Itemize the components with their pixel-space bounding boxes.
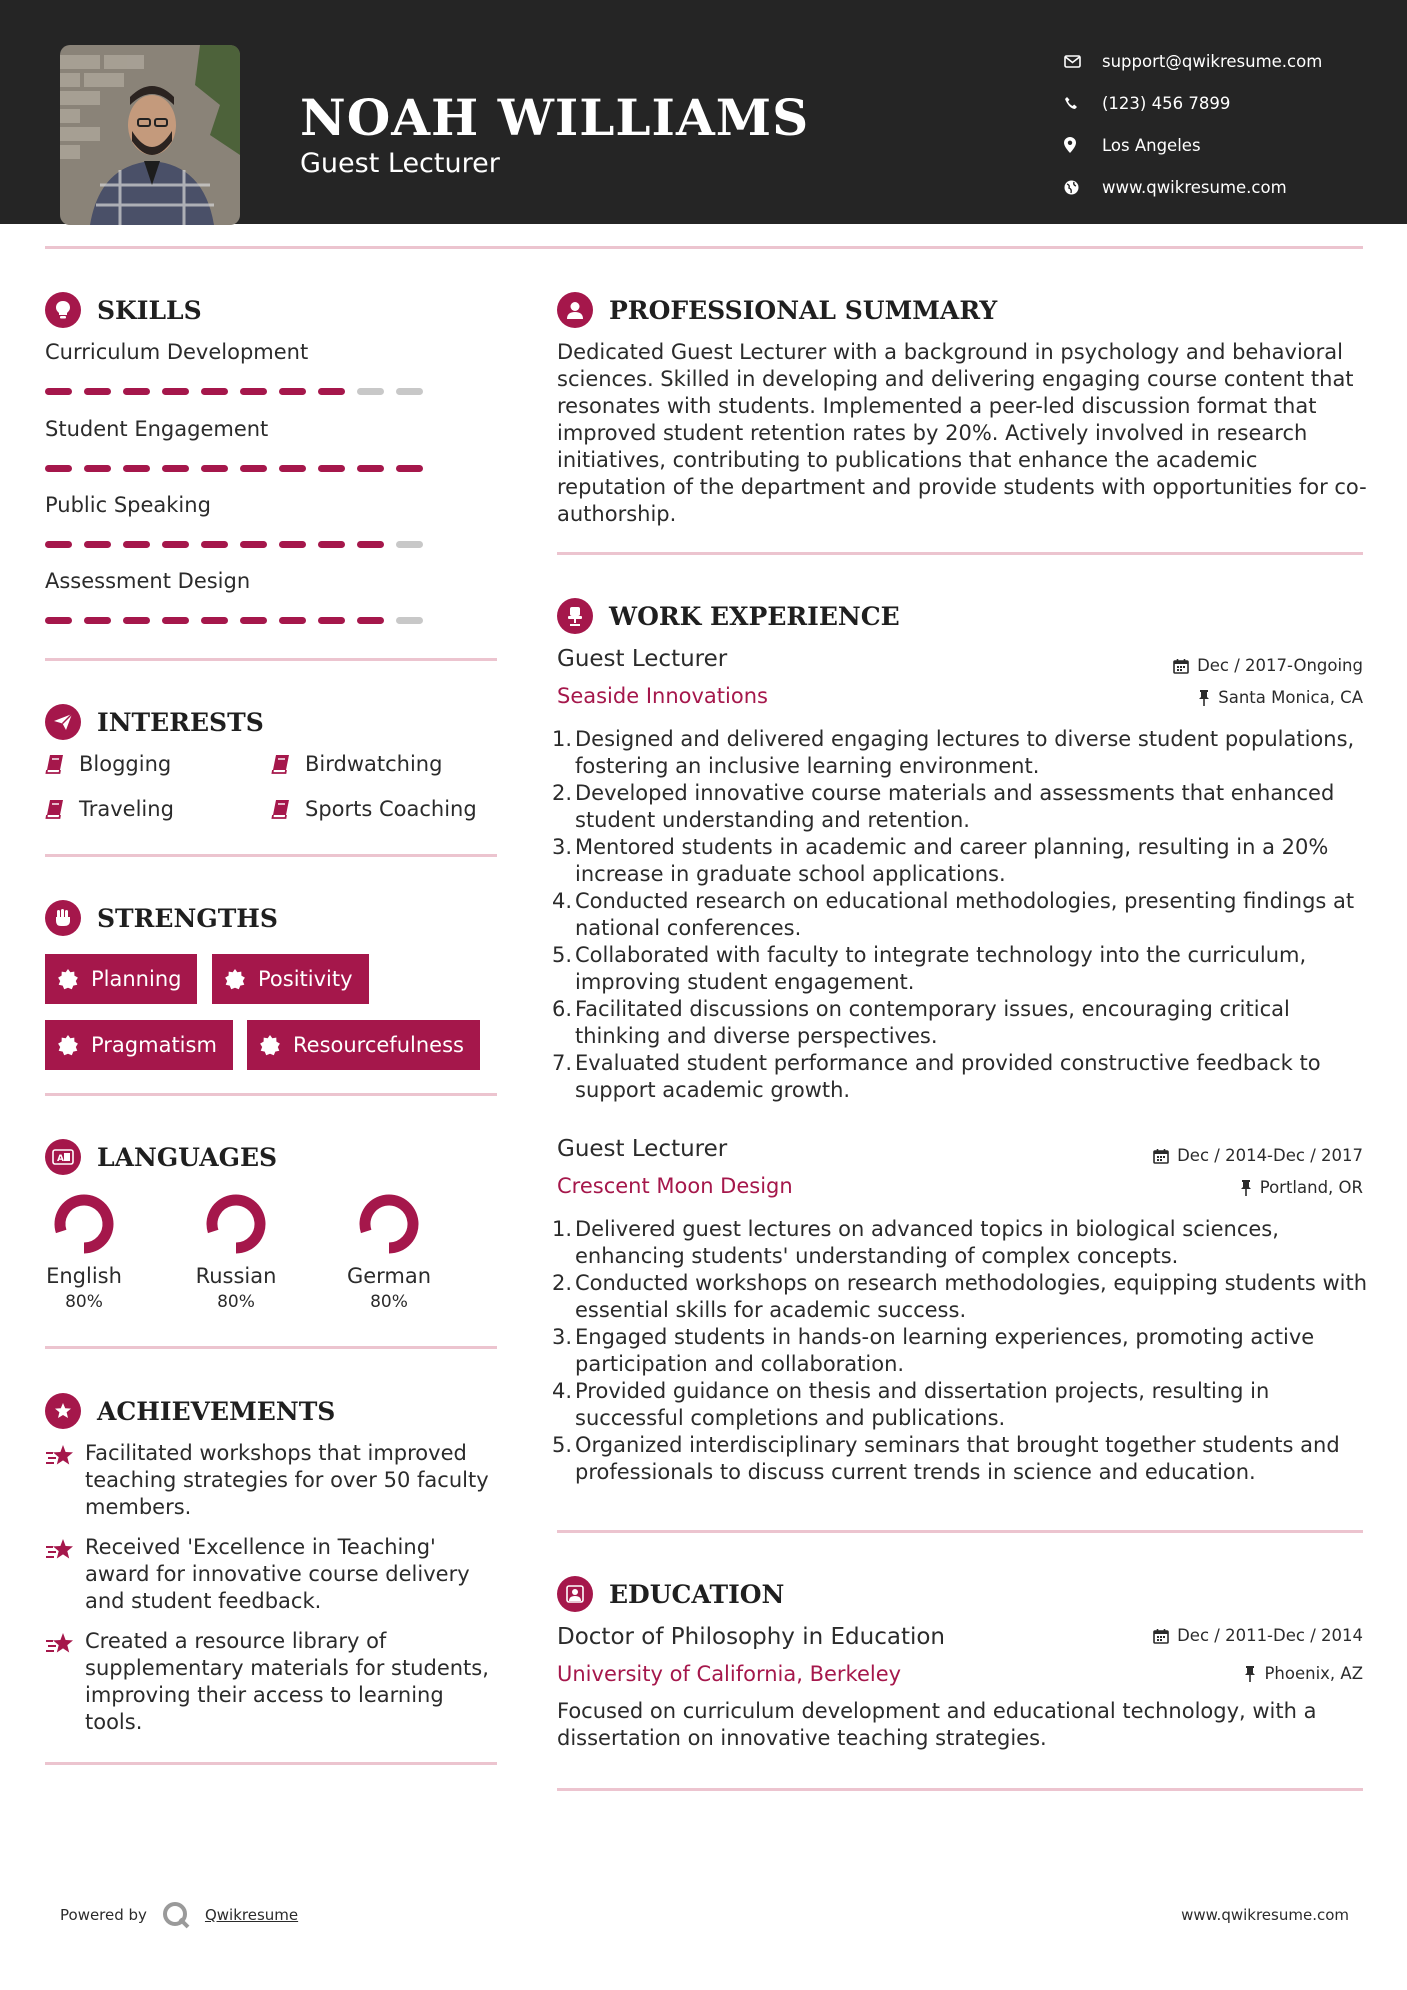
envelope-icon [1064, 55, 1102, 68]
summary-text: Dedicated Guest Lecturer with a background in psychology and behavioral sciences. Skilled in developing and delivering engaging course content that resonates with students. Implemented a peer-led discussion format that improved student retention rates by 20%. Actively involved in research initiatives, contributing to publications that enhance the academic reputation of the department and provide students with opportunities for co-authorship. [557, 340, 1367, 526]
job-location [1240, 1178, 1363, 1197]
strength-chip [45, 1020, 233, 1070]
strength-chip [212, 954, 369, 1004]
job-bullet: 7. Evaluated student performance and provided constructive feedback to support academic growth. [552, 1051, 1321, 1102]
skill-level-segment [357, 617, 384, 624]
job-bullet: 5. Organized interdisciplinary seminars that brought together students and professionals to discuss current trends in science and education. [552, 1433, 1340, 1484]
globe-icon [1064, 180, 1102, 195]
skill-level-segment [123, 388, 150, 395]
skill-level-bar [45, 388, 435, 395]
achievement-item [45, 1534, 495, 1615]
skill-item [45, 340, 465, 370]
interest-item [45, 797, 174, 821]
skill-name: Curriculum Development [45, 340, 309, 364]
section-divider [45, 1346, 497, 1349]
user-icon [557, 292, 593, 328]
skill-level-segment [240, 541, 267, 548]
skill-level-segment [45, 541, 72, 548]
language-progress-ring [204, 1192, 268, 1256]
skill-name: Assessment Design [45, 569, 251, 593]
footer-website[interactable]: www.qwikresume.com [1181, 1906, 1349, 1924]
fist-icon [45, 900, 81, 936]
job-bullets [552, 1216, 1369, 1486]
languages-heading [45, 1139, 277, 1175]
skill-level-bar [45, 617, 435, 624]
job-dates [1173, 656, 1363, 675]
resume-header [0, 0, 1407, 224]
languages-heading-text: LANGUAGES [97, 1142, 278, 1172]
interest-label: Sports Coaching [305, 797, 477, 821]
education-location [1244, 1664, 1363, 1683]
contact-website[interactable] [1064, 166, 1322, 208]
qwikresume-link[interactable]: Qwikresume [204, 1906, 299, 1924]
book-icon [45, 799, 65, 819]
footer-brand [60, 1900, 298, 1930]
language-name: German [346, 1264, 432, 1288]
skill-level-segment [357, 388, 384, 395]
achievement-text: Facilitated workshops that improved teaching strategies for over 50 faculty members. [85, 1441, 489, 1519]
section-divider [45, 1093, 497, 1096]
profile-photo [60, 45, 240, 225]
skill-name: Student Engagement [45, 417, 269, 441]
skill-level-segment [279, 617, 306, 624]
candidate-title: Guest Lecturer [300, 148, 500, 179]
strength-label: Planning [91, 967, 182, 991]
book-icon [271, 799, 291, 819]
pushpin-icon [1198, 690, 1210, 706]
job-bullet: 6. Facilitated discussions on contemporary issues, encouraging critical thinking and diverse perspectives. [552, 997, 1290, 1048]
achievement-item [45, 1628, 495, 1736]
skill-level-segment [162, 617, 189, 624]
skill-level-segment [84, 388, 111, 395]
contact-location [1064, 124, 1322, 166]
powered-by-text: Powered by [60, 1906, 147, 1924]
strength-label: Positivity [258, 967, 353, 991]
calendar-icon [1153, 1148, 1169, 1164]
skills-heading [45, 292, 202, 328]
job-bullet: 4. Conducted research on educational methodologies, presenting findings at national conferences. [552, 889, 1355, 940]
skill-level-bar [45, 541, 435, 548]
education-dates [1153, 1626, 1363, 1645]
section-divider [45, 658, 497, 661]
star-icon [45, 1538, 75, 1562]
contact-location-text: Los Angeles [1102, 135, 1201, 155]
pushpin-icon [1240, 1180, 1252, 1196]
job-location [1198, 688, 1363, 707]
job-title: Guest Lecturer [557, 646, 728, 672]
contact-email-text: support@qwikresume.com [1102, 51, 1323, 71]
achievement-text: Received 'Excellence in Teaching' award for innovative course delivery and student feedback. [85, 1535, 470, 1613]
skill-level-segment [396, 541, 423, 548]
calendar-icon [1173, 658, 1189, 674]
job-dates [1153, 1146, 1363, 1165]
graduation-icon [557, 1576, 593, 1612]
interest-item [271, 752, 442, 776]
achievements-heading [45, 1393, 335, 1429]
language-percent: 80% [65, 1292, 103, 1312]
job-title: Guest Lecturer [557, 1136, 728, 1162]
section-divider [45, 1762, 497, 1765]
education-location-text: Phoenix, AZ [1264, 1664, 1363, 1683]
job-bullet: 5. Collaborated with faculty to integrate technology into the curriculum, improving student engagement. [552, 943, 1307, 994]
skill-level-segment [396, 388, 423, 395]
section-divider [557, 1788, 1363, 1791]
skill-level-segment [357, 541, 384, 548]
skill-level-bar [45, 465, 435, 472]
education-dates-text: Dec / 2011-Dec / 2014 [1177, 1626, 1363, 1645]
skill-level-segment [84, 541, 111, 548]
skill-level-segment [240, 465, 267, 472]
badge-icon [57, 1034, 79, 1056]
job-location-text: Santa Monica, CA [1218, 688, 1363, 707]
skill-level-segment [123, 617, 150, 624]
achievements-heading-text: ACHIEVEMENTS [97, 1396, 336, 1426]
skill-item [45, 493, 465, 523]
strength-chip [45, 954, 197, 1004]
interests-heading-text: INTERESTS [97, 707, 264, 737]
job-dates-text: Dec / 2017-Ongoing [1197, 656, 1363, 675]
job-bullet: 1. Delivered guest lectures on advanced topics in biological sciences, enhancing students' understanding of complex concepts. [552, 1217, 1279, 1268]
star-icon [45, 1632, 75, 1656]
job-bullet: 2. Developed innovative course materials and assessments that enhanced student understanding and retention. [552, 781, 1335, 832]
achievement-item [45, 1440, 495, 1521]
badge-icon [224, 968, 246, 990]
skill-level-segment [279, 465, 306, 472]
skill-level-segment [84, 617, 111, 624]
job-bullets [552, 726, 1369, 1104]
language-percent: 80% [370, 1292, 408, 1312]
star-icon [45, 1444, 75, 1468]
skill-item [45, 417, 465, 447]
skill-level-segment [240, 617, 267, 624]
contact-website-text: www.qwikresume.com [1102, 177, 1287, 197]
skill-item [45, 569, 465, 599]
language-progress-ring [52, 1192, 116, 1256]
education-heading-text: EDUCATION [609, 1579, 785, 1609]
skill-level-segment [45, 617, 72, 624]
interest-item [271, 797, 477, 821]
contact-phone[interactable] [1064, 82, 1322, 124]
strength-label: Pragmatism [91, 1033, 217, 1057]
skill-level-segment [84, 465, 111, 472]
language-item [24, 1192, 144, 1312]
skill-level-segment [279, 388, 306, 395]
job-bullet: 4. Provided guidance on thesis and dissertation projects, resulting in successful completions and publications. [552, 1379, 1270, 1430]
experience-heading-text: WORK EXPERIENCE [609, 601, 900, 631]
skill-level-segment [201, 617, 228, 624]
paper-plane-icon [45, 704, 81, 740]
strengths-heading-text: STRENGTHS [97, 903, 278, 933]
strengths-heading [45, 900, 278, 936]
svg-text:A: A [57, 1154, 64, 1164]
badge-icon [57, 968, 79, 990]
pushpin-icon [1244, 1666, 1256, 1682]
skill-level-segment [123, 465, 150, 472]
section-divider [45, 854, 497, 857]
language-name: Russian [195, 1264, 277, 1288]
section-divider [557, 552, 1363, 555]
language-name: English [46, 1264, 122, 1288]
summary-heading-text: PROFESSIONAL SUMMARY [609, 295, 998, 325]
contact-list [1064, 40, 1322, 208]
education-heading [557, 1576, 784, 1612]
skill-name: Public Speaking [45, 493, 211, 517]
interest-label: Birdwatching [305, 752, 443, 776]
interest-item [45, 752, 171, 776]
summary-heading [557, 292, 997, 328]
job-bullet: 2. Conducted workshops on research methodologies, equipping students with essential skills for academic success. [552, 1271, 1368, 1322]
phone-icon [1064, 96, 1102, 110]
lightbulb-icon [45, 292, 81, 328]
skill-level-segment [162, 541, 189, 548]
skill-level-segment [201, 541, 228, 548]
skill-level-segment [318, 388, 345, 395]
language-item [329, 1192, 449, 1312]
education-school: University of California, Berkeley [557, 1662, 902, 1686]
star-badge-icon [45, 1393, 81, 1429]
skill-level-segment [162, 388, 189, 395]
chair-icon [557, 598, 593, 634]
interest-label: Blogging [79, 752, 172, 776]
skill-level-segment [318, 465, 345, 472]
job-dates-text: Dec / 2014-Dec / 2017 [1177, 1146, 1363, 1165]
skill-level-segment [396, 465, 423, 472]
job-company: Seaside Innovations [557, 684, 768, 708]
interest-label: Traveling [79, 797, 174, 821]
job-bullet: 1. Designed and delivered engaging lectures to diverse student populations, fostering an inclusive learning environment. [552, 727, 1355, 778]
map-pin-icon [1064, 137, 1102, 153]
skills-heading-text: SKILLS [97, 295, 202, 325]
translate-icon [45, 1139, 81, 1175]
header-divider [45, 246, 1363, 249]
section-divider [557, 1530, 1363, 1533]
skill-level-segment [396, 617, 423, 624]
job-bullet: 3. Engaged students in hands-on learning experiences, promoting active participation and collaboration. [552, 1325, 1315, 1376]
skill-level-segment [45, 388, 72, 395]
qwikresume-logo-icon [161, 1900, 191, 1930]
strength-label: Resourcefulness [293, 1033, 464, 1057]
job-bullet: 3. Mentored students in academic and career planning, resulting in a 20% increase in graduate school applications. [552, 835, 1329, 886]
contact-phone-text: (123) 456 7899 [1102, 93, 1231, 113]
contact-email[interactable] [1064, 40, 1322, 82]
experience-heading [557, 598, 900, 634]
calendar-icon [1153, 1628, 1169, 1644]
skill-level-segment [318, 617, 345, 624]
skill-level-segment [357, 465, 384, 472]
language-percent: 80% [217, 1292, 255, 1312]
book-icon [45, 754, 65, 774]
candidate-name: NOAH WILLIAMS [300, 88, 810, 147]
language-progress-ring [357, 1192, 421, 1256]
achievement-text: Created a resource library of supplementary materials for students, improving their access to learning tools. [85, 1629, 489, 1734]
skill-level-segment [45, 465, 72, 472]
skill-level-segment [240, 388, 267, 395]
skill-level-segment [318, 541, 345, 548]
badge-icon [259, 1034, 281, 1056]
language-item [176, 1192, 296, 1312]
skill-level-segment [123, 541, 150, 548]
skill-level-segment [279, 541, 306, 548]
job-location-text: Portland, OR [1259, 1178, 1363, 1197]
book-icon [271, 754, 291, 774]
skill-level-segment [201, 465, 228, 472]
strength-chip [247, 1020, 480, 1070]
skill-level-segment [201, 388, 228, 395]
job-company: Crescent Moon Design [557, 1174, 793, 1198]
education-degree: Doctor of Philosophy in Education [557, 1624, 946, 1650]
skill-level-segment [162, 465, 189, 472]
interests-heading [45, 704, 264, 740]
education-description: Focused on curriculum development and educational technology, with a dissertation on innovative teaching strategies. [557, 1699, 1317, 1750]
